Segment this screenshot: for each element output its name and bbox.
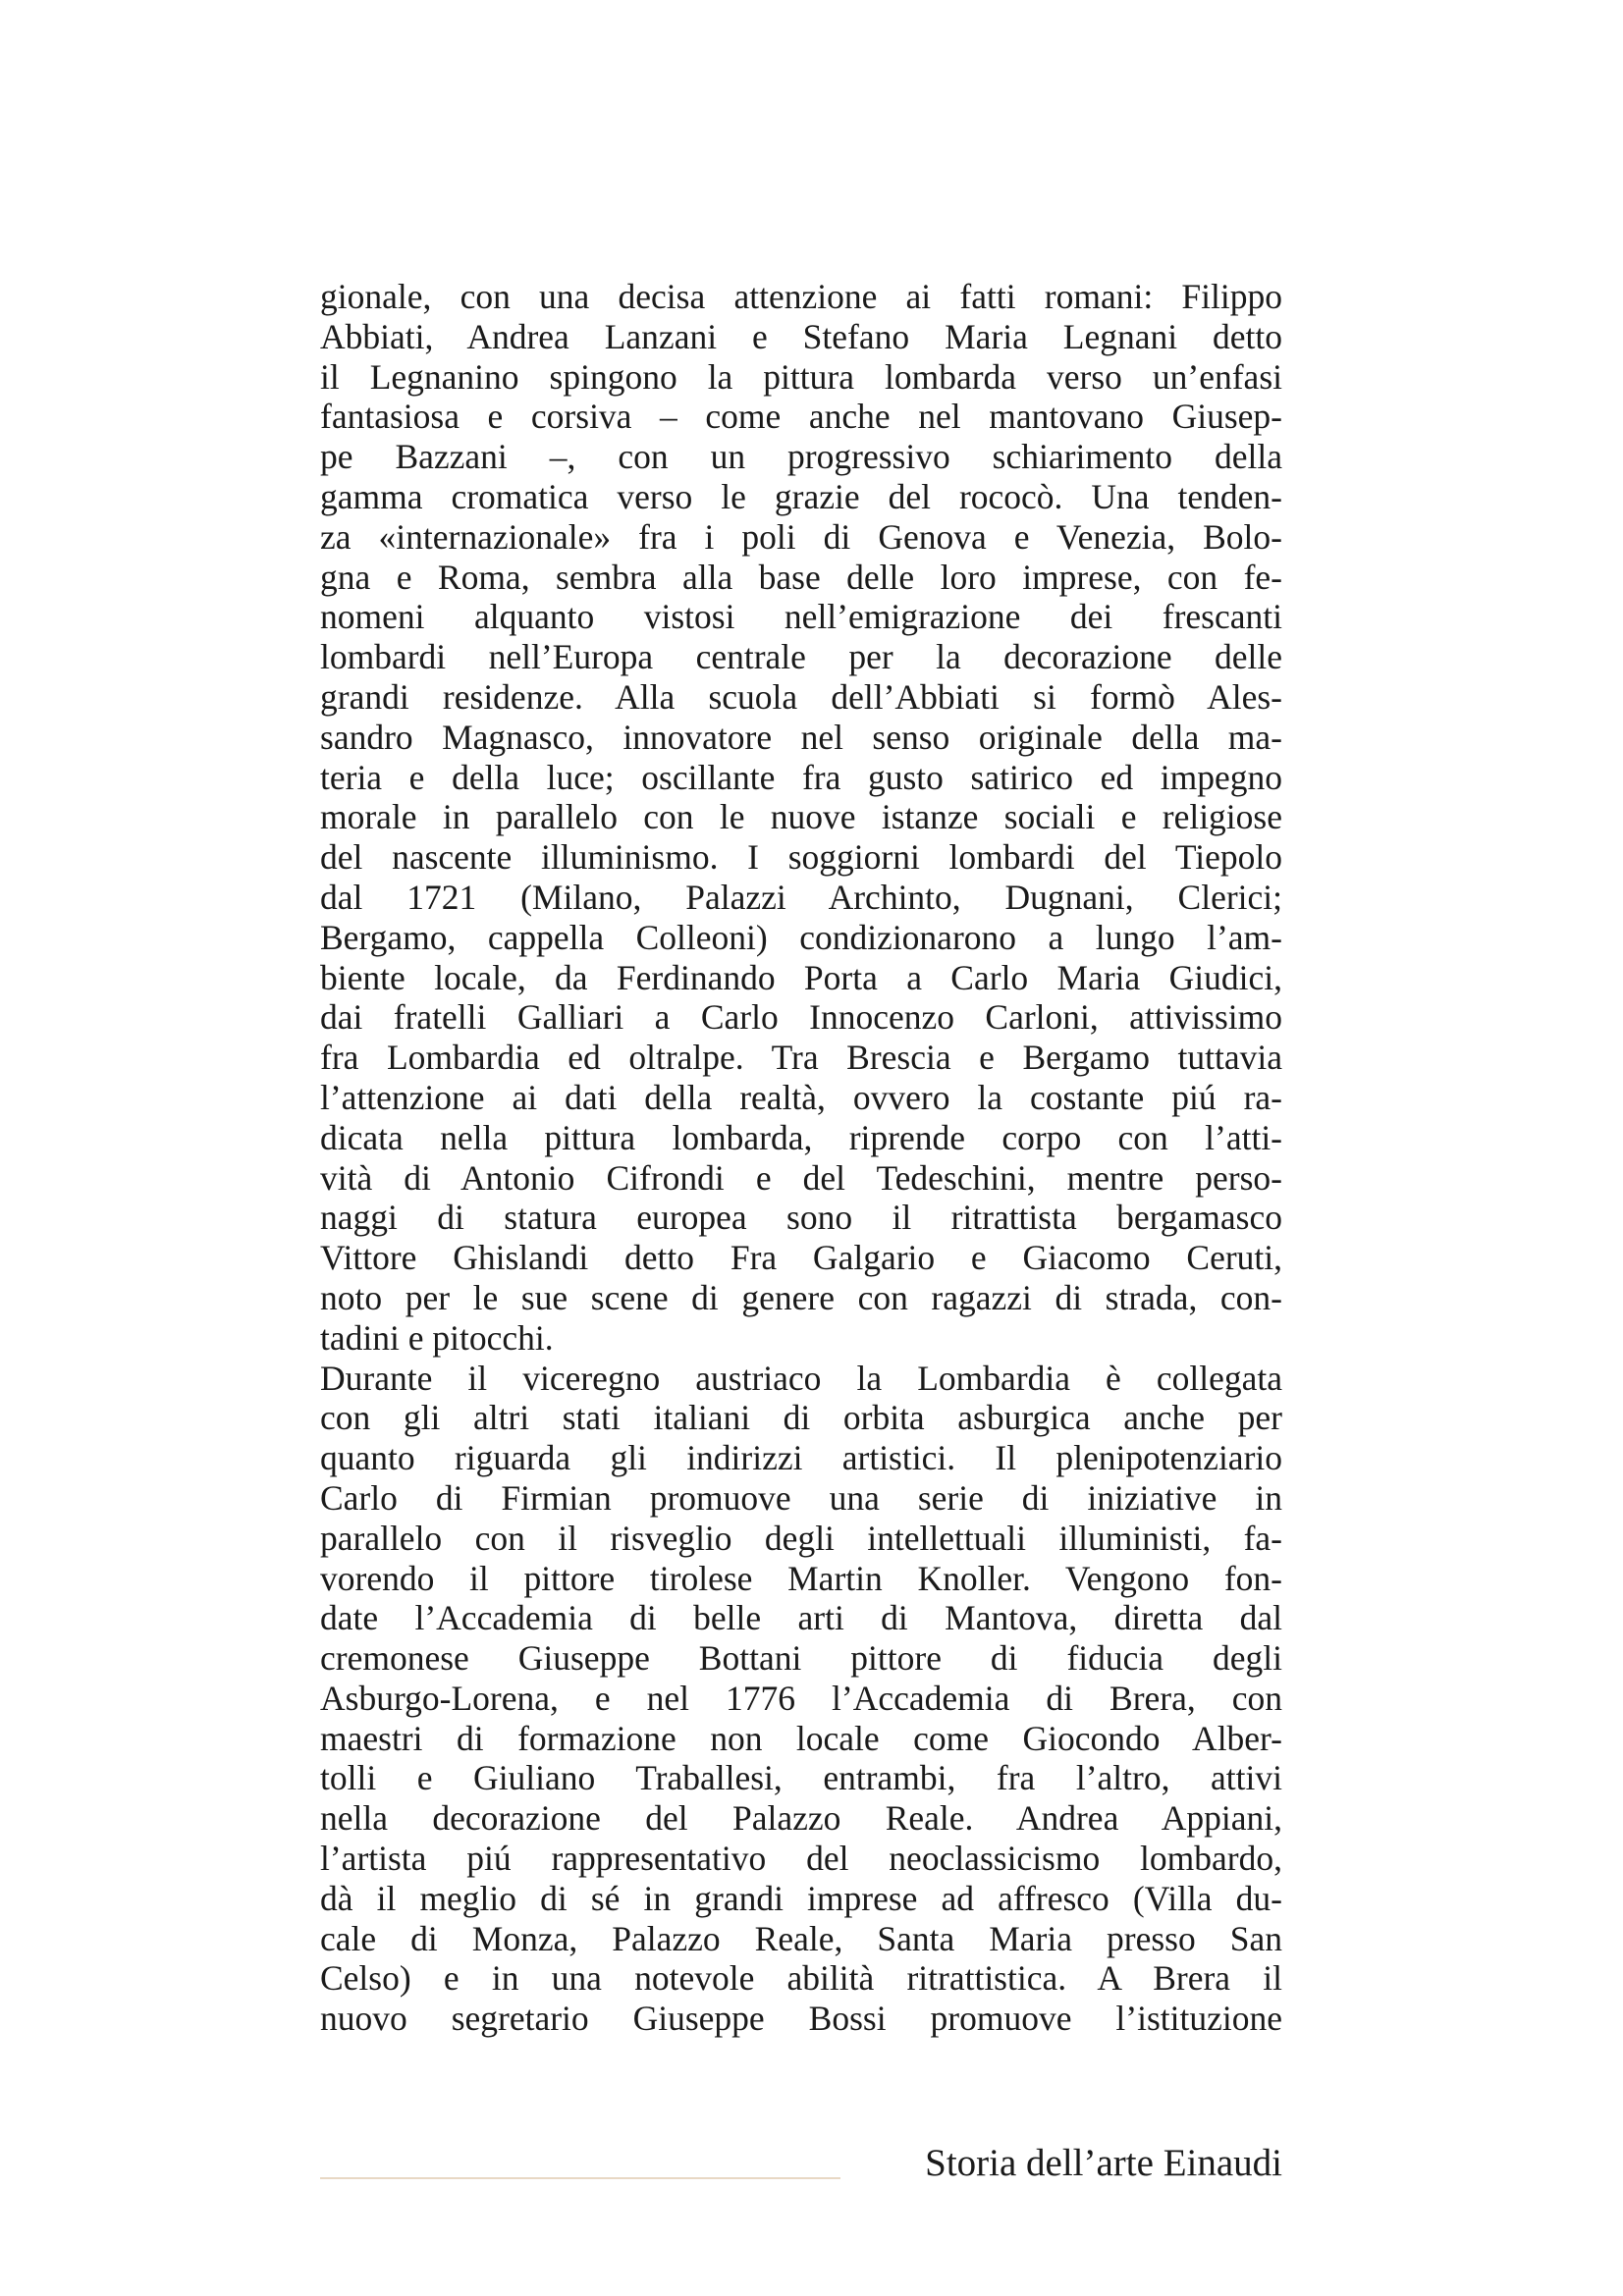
text-line: Bergamo, cappella Colleoni) condizionarono a lungo l’am-	[320, 917, 1282, 957]
text-line: noto per le sue scene di genere con ragazzi di strada, con-	[320, 1277, 1282, 1317]
text-line: Durante il viceregno austriaco la Lombardia è collegata	[320, 1358, 1282, 1398]
text-line: nuovo segretario Giuseppe Bossi promuove l’istituzione	[320, 1999, 1282, 2039]
page-footer	[320, 2136, 1282, 2191]
text-line: quanto riguarda gli indirizzi artistici. Il plenipotenziario	[320, 1438, 1282, 1478]
body-text	[320, 277, 1282, 2039]
text-line: cale di Monza, Palazzo Reale, Santa Maria presso San	[320, 1918, 1282, 1958]
text-line: nella decorazione del Palazzo Reale. Andrea Appiani,	[320, 1798, 1282, 1839]
text-line: sandro Magnasco, innovatore nel senso originale della ma-	[320, 717, 1282, 757]
text-line: gna e Roma, sembra alla base delle loro imprese, con fe-	[320, 557, 1282, 597]
footer-title: Storia dell’arte Einaudi	[925, 2142, 1282, 2184]
text-line: parallelo con il risveglio degli intellettuali illuministi, fa-	[320, 1518, 1282, 1558]
text-line: dai fratelli Galliari a Carlo Innocenzo Carloni, attivissimo	[320, 997, 1282, 1038]
text-line: grandi residenze. Alla scuola dell’Abbiati si formò Ales-	[320, 676, 1282, 717]
text-line: nomeni alquanto vistosi nell’emigrazione dei frescanti	[320, 597, 1282, 637]
text-line: pe Bazzani –, con un progressivo schiarimento della	[320, 437, 1282, 477]
footer-rule	[320, 2177, 840, 2179]
text-line: Asburgo-Lorena, e nel 1776 l’Accademia di Brera, con	[320, 1678, 1282, 1718]
text-line: lombardi nell’Europa centrale per la decorazione delle	[320, 637, 1282, 677]
paragraph-end-line: tadini e pitocchi.	[320, 1317, 554, 1358]
text-line: fantasiosa e corsiva – come anche nel mantovano Giusep-	[320, 397, 1282, 437]
text-line: del nascente illuminismo. I soggiorni lombardi del Tiepolo	[320, 837, 1282, 878]
text-line: con gli altri stati italiani di orbita asburgica anche per	[320, 1398, 1282, 1438]
text-line: Celso) e in una notevole abilità ritrattistica. A Brera il	[320, 1958, 1282, 1999]
text-line: biente locale, da Ferdinando Porta a Carlo Maria Giudici,	[320, 957, 1282, 997]
text-line: gamma cromatica verso le grazie del rococò. Una tenden-	[320, 476, 1282, 516]
text-line: vità di Antonio Cifrondi e del Tedeschini, mentre perso-	[320, 1157, 1282, 1198]
text-line: gionale, con una decisa attenzione ai fatti romani: Filippo	[320, 277, 1282, 316]
text-line: dà il meglio di sé in grandi imprese ad affresco (Villa du-	[320, 1878, 1282, 1918]
text-line: l’attenzione ai dati della realtà, ovvero la costante piú ra-	[320, 1077, 1282, 1117]
text-line: fra Lombardia ed oltralpe. Tra Brescia e Bergamo tuttavia	[320, 1038, 1282, 1078]
text-line: za «internazionale» fra i poli di Genova e Venezia, Bolo-	[320, 516, 1282, 557]
text-line: dicata nella pittura lombarda, riprende corpo con l’atti-	[320, 1117, 1282, 1157]
text-line: tolli e Giuliano Traballesi, entrambi, fra l’altro, attivi	[320, 1758, 1282, 1798]
text-line: il Legnanino spingono la pittura lombarda verso un’enfasi	[320, 356, 1282, 397]
text-line: date l’Accademia di belle arti di Mantova, diretta dal	[320, 1598, 1282, 1638]
text-line: morale in parallelo con le nuove istanze sociali e religiose	[320, 797, 1282, 837]
text-line: vorendo il pittore tirolese Martin Knoller. Vengono fon-	[320, 1558, 1282, 1598]
text-line: Abbiati, Andrea Lanzani e Stefano Maria Legnani detto	[320, 316, 1282, 356]
text-line: l’artista piú rappresentativo del neoclassicismo lombardo,	[320, 1839, 1282, 1879]
text-line: Carlo di Firmian promuove una serie di iniziative in	[320, 1477, 1282, 1518]
text-line: Vittore Ghislandi detto Fra Galgario e Giacomo Ceruti,	[320, 1238, 1282, 1278]
text-line: cremonese Giuseppe Bottani pittore di fiducia degli	[320, 1638, 1282, 1679]
text-line: teria e della luce; oscillante fra gusto satirico ed impegno	[320, 757, 1282, 797]
text-line: maestri di formazione non locale come Giocondo Alber-	[320, 1718, 1282, 1758]
text-line: naggi di statura europea sono il ritrattista bergamasco	[320, 1198, 1282, 1238]
text-line: dal 1721 (Milano, Palazzi Archinto, Dugnani, Clerici;	[320, 877, 1282, 917]
